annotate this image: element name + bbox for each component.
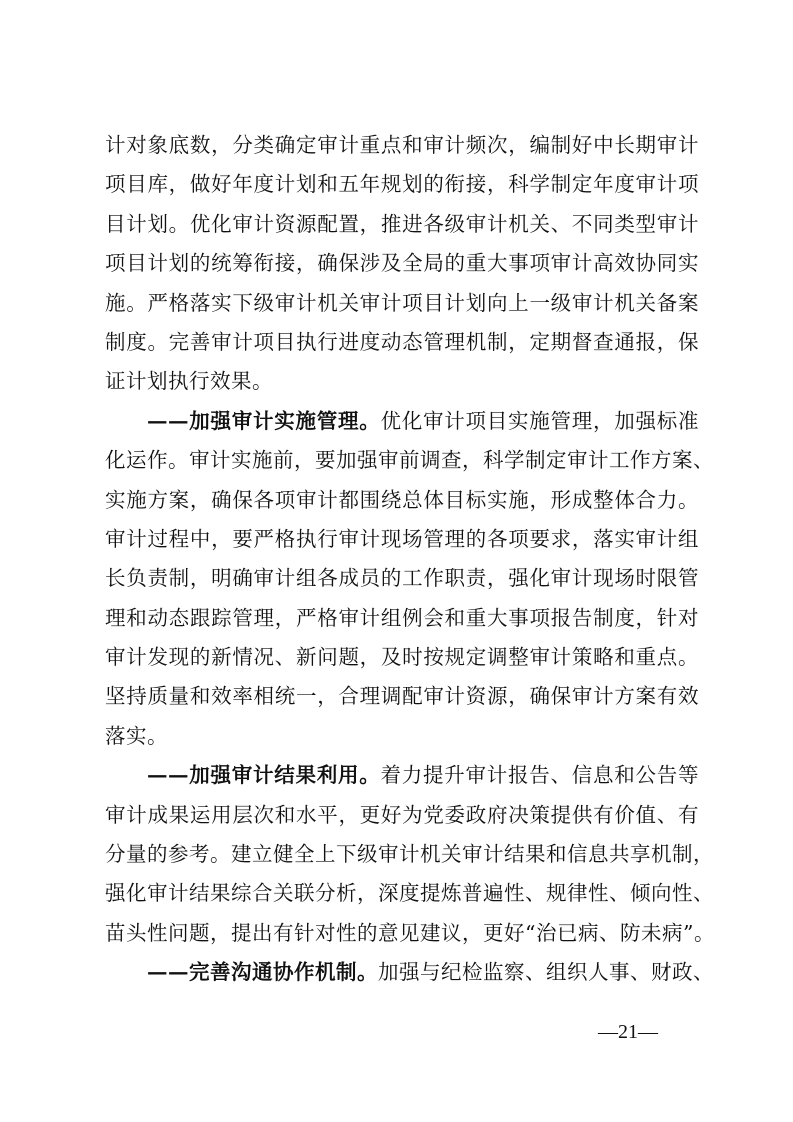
section-heading: ——加强审计实施管理。: [147, 408, 381, 433]
text-line: 落实。: [105, 723, 168, 748]
page-number: —21—: [598, 1021, 658, 1043]
text-line: 分量的参考。建立健全上下级审计机关审计结果和信息共享机制，: [105, 842, 714, 867]
paragraph-audit-implementation: [105, 402, 714, 757]
paragraph-audit-plan: [105, 126, 699, 402]
text-line: 苗头性问题，提出有针对性的意见建议，更好“治已病、防未病”。: [105, 920, 715, 945]
text-line: [105, 402, 699, 441]
text-line: 实施方案，确保各项审计都围绕总体目标实施，形成整体合力。: [105, 487, 699, 512]
paragraph-audit-results: [105, 756, 715, 953]
text-line: 审计成果运用层次和水平，更好为党委政府决策提供有价值、有: [105, 802, 699, 827]
section-heading: ——完善沟通协作机制。: [147, 960, 378, 985]
text-line: 长负责制，明确审计组各成员的工作职责，强化审计现场时限管: [105, 566, 699, 591]
text-line: 施。严格落实下级审计机关审计项目计划向上一级审计机关备案: [105, 290, 699, 315]
document-body: [105, 126, 715, 993]
text-run: 优化审计项目实施管理，加强标准: [380, 408, 699, 433]
text-line: 目计划。优化审计资源配置，推进各级审计机关、不同类型审计: [105, 211, 699, 236]
text-line: 理和动态跟踪管理，严格审计组例会和重大事项报告制度，针对: [105, 605, 699, 630]
text-line: 证计划执行效果。: [105, 369, 273, 394]
text-line: 计对象底数，分类确定审计重点和审计频次，编制好中长期审计: [105, 133, 699, 157]
text-line: 项目计划的统筹衔接，确保涉及全局的重大事项审计高效协同实: [105, 251, 699, 276]
text-run: 加强与纪检监察、组织人事、财政、: [378, 960, 714, 985]
text-run: 着力提升审计报告、信息和公告等: [380, 763, 699, 788]
text-line: [105, 756, 699, 795]
section-heading: ——加强审计结果利用。: [147, 763, 381, 788]
paragraph-communication: [105, 953, 714, 992]
text-line: 项目库，做好年度计划和五年规划的衔接，科学制定年度审计项: [105, 172, 699, 197]
text-line: 坚持质量和效率相统一，合理调配审计资源，确保审计方案有效: [105, 684, 699, 709]
text-line: 审计发现的新情况、新问题，及时按规定调整审计策略和重点。: [105, 645, 699, 670]
text-line: [105, 953, 714, 992]
text-line: 化运作。审计实施前，要加强审前调查，科学制定审计工作方案、: [105, 448, 714, 473]
text-line: 强化审计结果综合关联分析，深度提炼普遍性、规律性、倾向性、: [105, 881, 714, 906]
text-line: 制度。完善审计项目执行进度动态管理机制，定期督查通报，保: [105, 329, 699, 354]
text-line: 审计过程中，要严格执行审计现场管理的各项要求，落实审计组: [105, 526, 699, 551]
